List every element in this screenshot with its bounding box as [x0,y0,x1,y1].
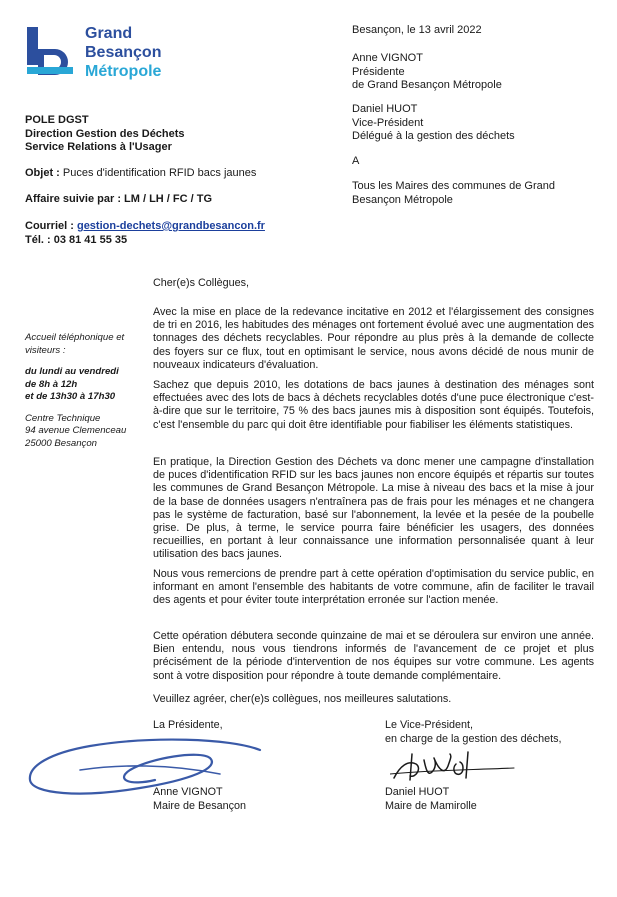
sidebar-hours: du lundi au vendredi de 8h à 12h et de 13h30 à 17h30 [25,366,119,402]
sender-block-1 [352,52,502,93]
sender-title: Vice-Président [352,116,424,129]
service-line: Service Relations à l'Usager [25,141,172,153]
logo-mark [27,27,77,85]
signature-right-block [385,786,477,813]
service-block [25,114,185,155]
affaire-line: Affaire suivie par : LM / LH / FC / TG [25,193,213,205]
objet-label: Objet : [25,167,60,179]
signatory-title: Maire de Besançon [153,799,247,812]
paragraph-5: Cette opération débutera seconde quinzaine de mai et se déroulera sur environ une année. Bien entendu, nous vous tiendrons informés de l'avancement de ce projet et plus précisément de la période d'intervention de nos équipes sur votre commune. Les agents sont à votre disposition pour répondre à toute demande complémentaire. [153,630,594,682]
service-line: Direction Gestion des Déchets [25,127,185,140]
recipient-block [352,180,555,207]
objet-line [25,167,256,181]
contact-block [25,220,265,247]
sender-name: Anne VIGNOT [352,52,423,64]
recipient-line: Besançon Métropole [352,193,453,206]
signatory-name: Daniel HUOT [385,786,450,798]
logo-line-1: Grand [85,25,133,42]
handwritten-signature-right [390,748,520,786]
signatory-title: Maire de Mamirolle [385,799,477,812]
objet-text: Puces d'identification RFID bacs jaunes [62,167,257,179]
contact-sidebar [25,332,147,459]
paragraph-1: Avec la mise en place de la redevance incitative en 2012 et l'élargissement des consignes de tri en 2016, les habitudes des ménages ont fortement évolué avec une augmentation des tonnages des déchets recyclables. Pour répondre au plus près à la demande de collecte des foyers sur ce flux, tout en optimisant le service, nous avons décidé de nous munir de nouveaux indicateurs d'évaluation. [153,306,594,371]
signature-left-role: La Présidente, [153,719,223,731]
email-link[interactable]: gestion-dechets@grandbesancon.fr [76,220,265,232]
logo-line-3: Métropole [85,63,162,80]
place-date: Besançon, le 13 avril 2022 [352,24,482,36]
phone-line: Tél. : 03 81 41 55 35 [25,233,128,246]
sender-name: Daniel HUOT [352,103,418,115]
paragraph-4: Nous vous remercions de prendre part à cette opération d'optimisation du service public, en informant en amont l'ensemble des habitants de votre commune, afin de faciliter le travail des agents et pour éviter toute interprétation erronée sur l'action menée. [153,568,594,607]
sender-title: Délégué à la gestion des déchets [352,130,515,142]
paragraph-3: En pratique, la Direction Gestion des Déchets va donc mener une campagne d'installation de puces d'identification RFID sur les bacs jaunes non encore équipés et répartis sur toutes les communes de Grand Besançon Métropole. La mise à niveau des bacs et la mise à jour de la base de données usagers n'entraînera pas de frais pour les ménages et ne changera pas le système de facturation, basé sur l'abonnement, la levée et la pesée de la poubelle grise. De plus, à terme, le service pourra faire bénéficier les usagers, des données recueillies, en portant à leur connaissance une information personnalisée quant à leur utilisation des bacs jaunes. [153,456,594,561]
signature-right-role: Le Vice-Président, en charge de la gestion des déchets, [385,719,562,745]
service-line: POLE DGST [25,114,89,126]
signature-left-block [153,786,246,813]
sender-title: Présidente [352,65,405,78]
email-label: Courriel : [25,220,74,232]
sidebar-address: Centre Technique 94 avenue Clemenceau 25000 Besançon [25,412,127,449]
closing: Veuillez agréer, cher(e)s collègues, nos meilleures salutations. [153,693,452,705]
signatory-name: Anne VIGNOT [153,786,223,798]
greeting: Cher(e)s Collègues, [153,277,250,289]
sender-title: de Grand Besançon Métropole [352,79,502,91]
sender-block-2 [352,103,515,144]
logo-wordmark [85,24,161,81]
paragraph-2: Sachez que depuis 2010, les dotations de bacs jaunes à destination des ménages sont effectuées avec des lots de bacs à déchets recyclables dotés d'une puce électronique c'est-à-dire que sur le territoire, 75 % des bacs jaunes mis à disposition sont équipés. Toutefois, c'est l'ensemble du parc qui doit être identifiable pour fiabiliser les éléments statistiques. [153,379,594,431]
email-line [25,220,265,234]
to-label: A [352,155,360,167]
sidebar-reception: Accueil téléphonique et visiteurs : [25,332,125,356]
logo-line-2: Besançon [85,44,162,61]
recipient-line: Tous les Maires des communes de Grand [352,180,555,192]
